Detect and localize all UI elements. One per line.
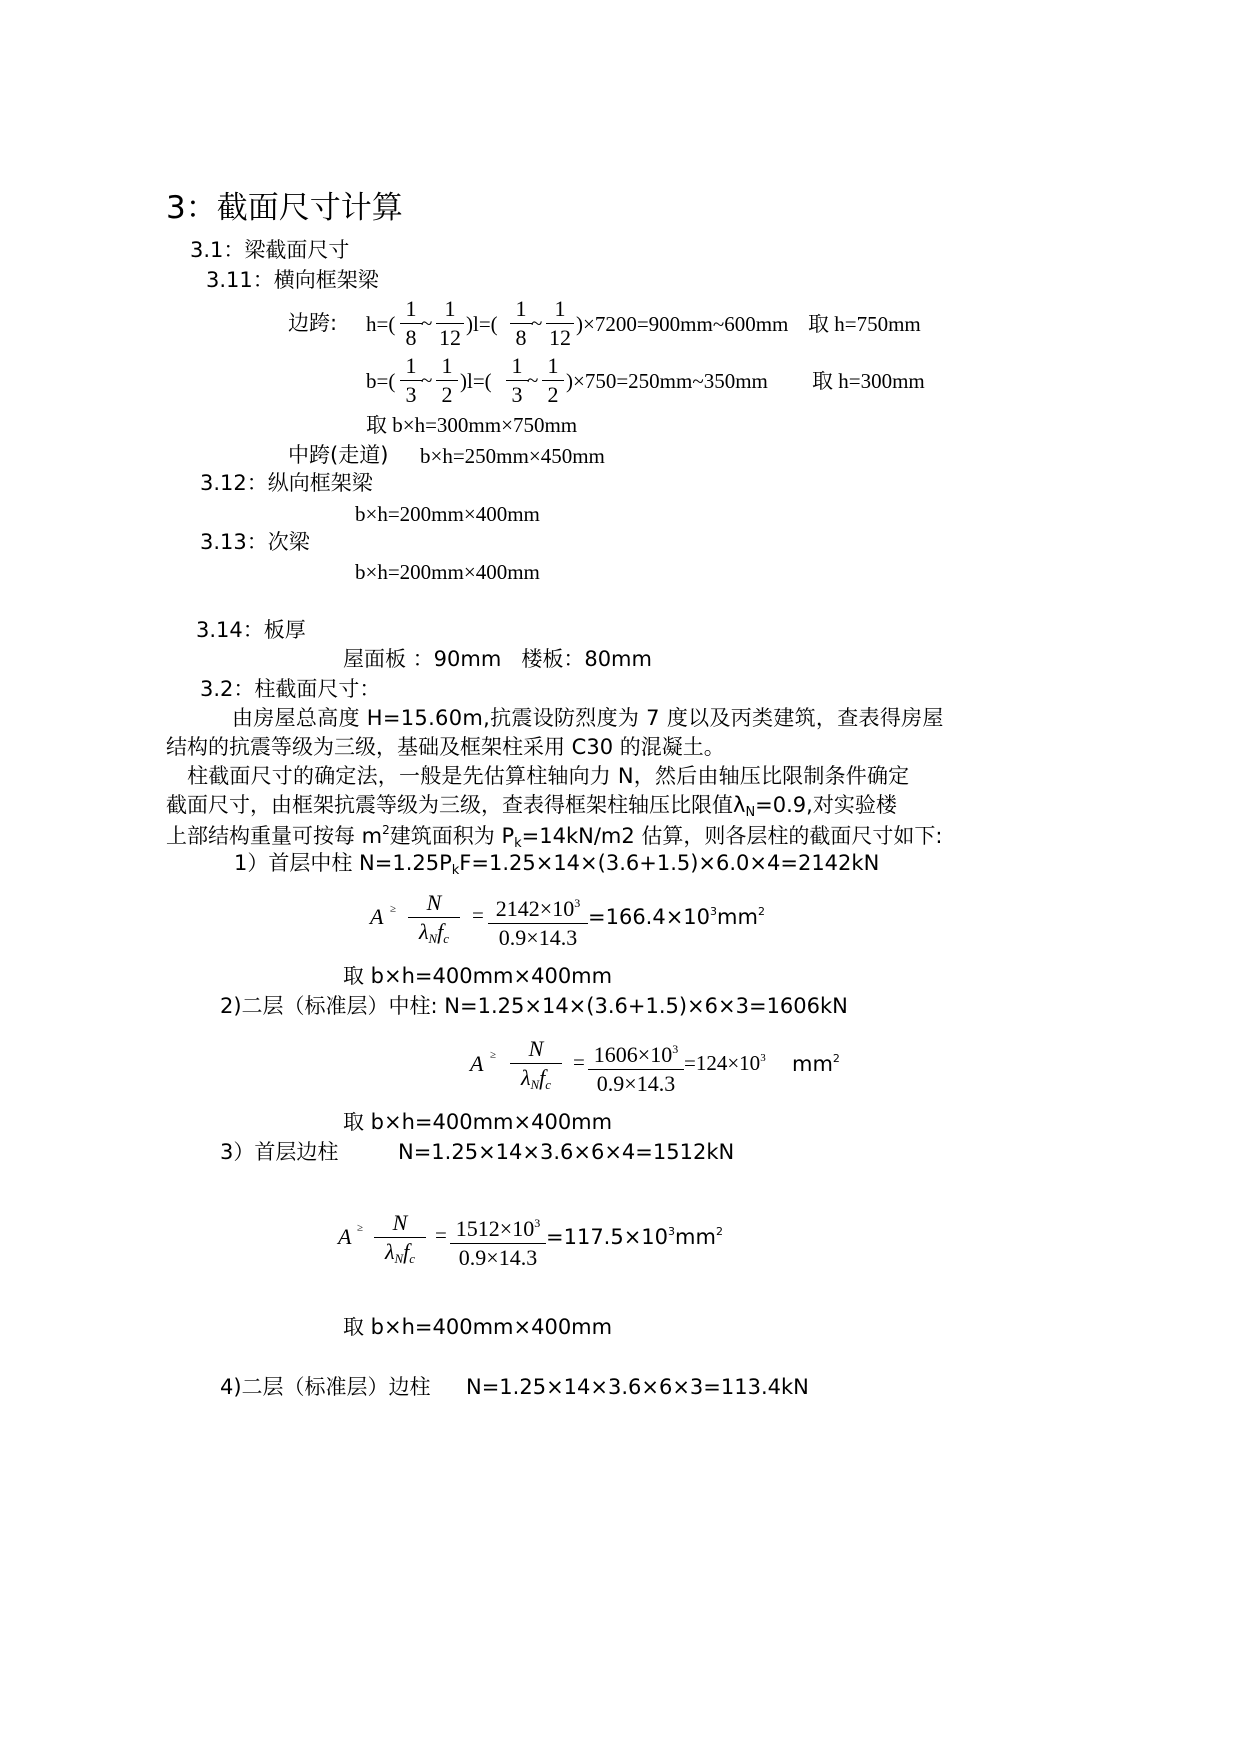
h-formula-mid: )l=( [466,312,498,336]
subsection-3-13: 3.13：次梁 [200,530,310,554]
para1-line2: 结构的抗震等级为三级，基础及框架柱采用 C30 的混凝土。 [166,735,725,759]
tilde: ~ [421,368,433,392]
take-bh-edge-beam: 取 b×h=300mm×750mm [366,413,578,437]
result-1: $=166.4\times 10^3mm^2$ [588,905,765,929]
fraction-N-over-lambda-fc: N $\lambda_Nf_c$ [408,890,460,952]
subsection-3-12: 3.12：纵向框架梁 [200,471,373,495]
tilde: ~ [531,311,543,335]
s312-bh: b×h=200mm×400mm [355,502,540,526]
area-symbol: A [370,904,384,929]
section-heading: 3：截面尺寸计算 [166,190,403,226]
zhong-kua-bh: b×h=250mm×450mm [420,444,605,468]
area-symbol: A [470,1051,484,1076]
b-formula-end: )×750=250mm~350mm [566,369,768,393]
fraction-1-2: 1 2 [542,353,564,408]
fraction-1-8: 1 8 [510,296,532,351]
b-formula-mid: )l=( [460,369,492,393]
fraction-1606: $1606\times 10^3$ 0.9×14.3 [588,1036,684,1097]
h-formula-start: h=( [366,312,396,336]
para2-line3: 上部结构重量可按每 $m^2$建筑面积为 $P_k=14kN/m2$ 估算，则各层柱的截面尺寸如下: [166,823,943,851]
fraction-1-3: 1 3 [400,353,422,408]
bian-kua-label: 边跨: [288,311,338,335]
result-2: $=124\times 10^3$ [684,1051,766,1075]
s313-bh: b×h=200mm×400mm [355,560,540,584]
fraction-1-3: 1 3 [506,353,528,408]
fraction-1-2: 1 2 [436,353,458,408]
fraction-1-12: 1 12 [436,296,464,351]
para2-line2: 截面尺寸，由框架抗震等级为三级，查表得框架柱轴压比限值$\lambda_N=0.9$,对实验楼 [166,793,897,820]
ge-symbol: ≥ [390,903,397,915]
fraction-N-over-lambda-fc: N $\lambda_Nf_c$ [510,1036,562,1098]
para2-line1: 柱截面尺寸的确定法，一般是先估算柱轴向力 N，然后由轴压比限制条件确定 [187,764,910,788]
fraction-2142: $2142\times 10^3$ 0.9×14.3 [488,890,588,951]
item4-formula: N=1.25×14×3.6×6×3=113.4kN [466,1375,809,1399]
zhong-kua-label: 中跨(走道) [288,443,389,467]
item4-label: 4)二层（标准层）边柱 [220,1375,431,1399]
item3-formula: N=1.25×14×3.6×6×4=1512kN [398,1140,735,1164]
h-formula-end: )×7200=900mm~600mm [576,312,789,336]
para1-line1: 由房屋总高度 H=15.60m,抗震设防烈度为 7 度以及丙类建筑，查表得房屋 [232,706,944,730]
subsection-3-1: 3.1：梁截面尺寸 [190,238,350,262]
equals: = [472,903,484,927]
ge-symbol: ≥ [357,1222,364,1234]
equals: = [573,1050,585,1074]
item1-line: 1）首层中柱 $N=1.25P_kF=1.25\times 14\times(3.6+1.5)\times 6.0\times 4=2142kN$ [234,851,880,878]
item3-label: 3）首层边柱 [220,1140,339,1164]
take-2: 取 b×h=400mm×400mm [343,1110,613,1134]
fraction-1-8: 1 8 [400,296,422,351]
equals: = [435,1223,447,1247]
fraction-N-over-lambda-fc: N $\lambda_Nf_c$ [374,1210,426,1272]
area-symbol: A [338,1224,352,1249]
subsection-3-2: 3.2：柱截面尺寸： [200,677,381,701]
fraction-1-12: 1 12 [546,296,574,351]
h-take: 取 h=750mm [808,312,921,336]
ge-symbol: ≥ [490,1049,497,1061]
tilde: ~ [527,368,539,392]
subsection-3-14: 3.14：板厚 [196,618,306,642]
result-3: $=117.5\times 10^3mm^2$ [546,1225,723,1249]
item2-line: 2)二层（标准层）中柱: N=1.25×14×(3.6+1.5)×6×3=1606kN [220,994,848,1018]
subsection-3-11: 3.11：横向框架梁 [206,268,379,292]
b-formula-start: b=( [366,369,396,393]
b-take: 取 h=300mm [812,369,925,393]
fraction-1512: $1512\times 10^3$ 0.9×14.3 [450,1210,546,1271]
slab-thickness: 屋面板 ：90mm 楼板：80mm [343,647,652,671]
tilde: ~ [421,311,433,335]
take-1: 取 b×h=400mm×400mm [343,964,613,988]
take-3: 取 b×h=400mm×400mm [343,1315,613,1339]
result-2-unit: $mm^2$ [792,1052,840,1076]
